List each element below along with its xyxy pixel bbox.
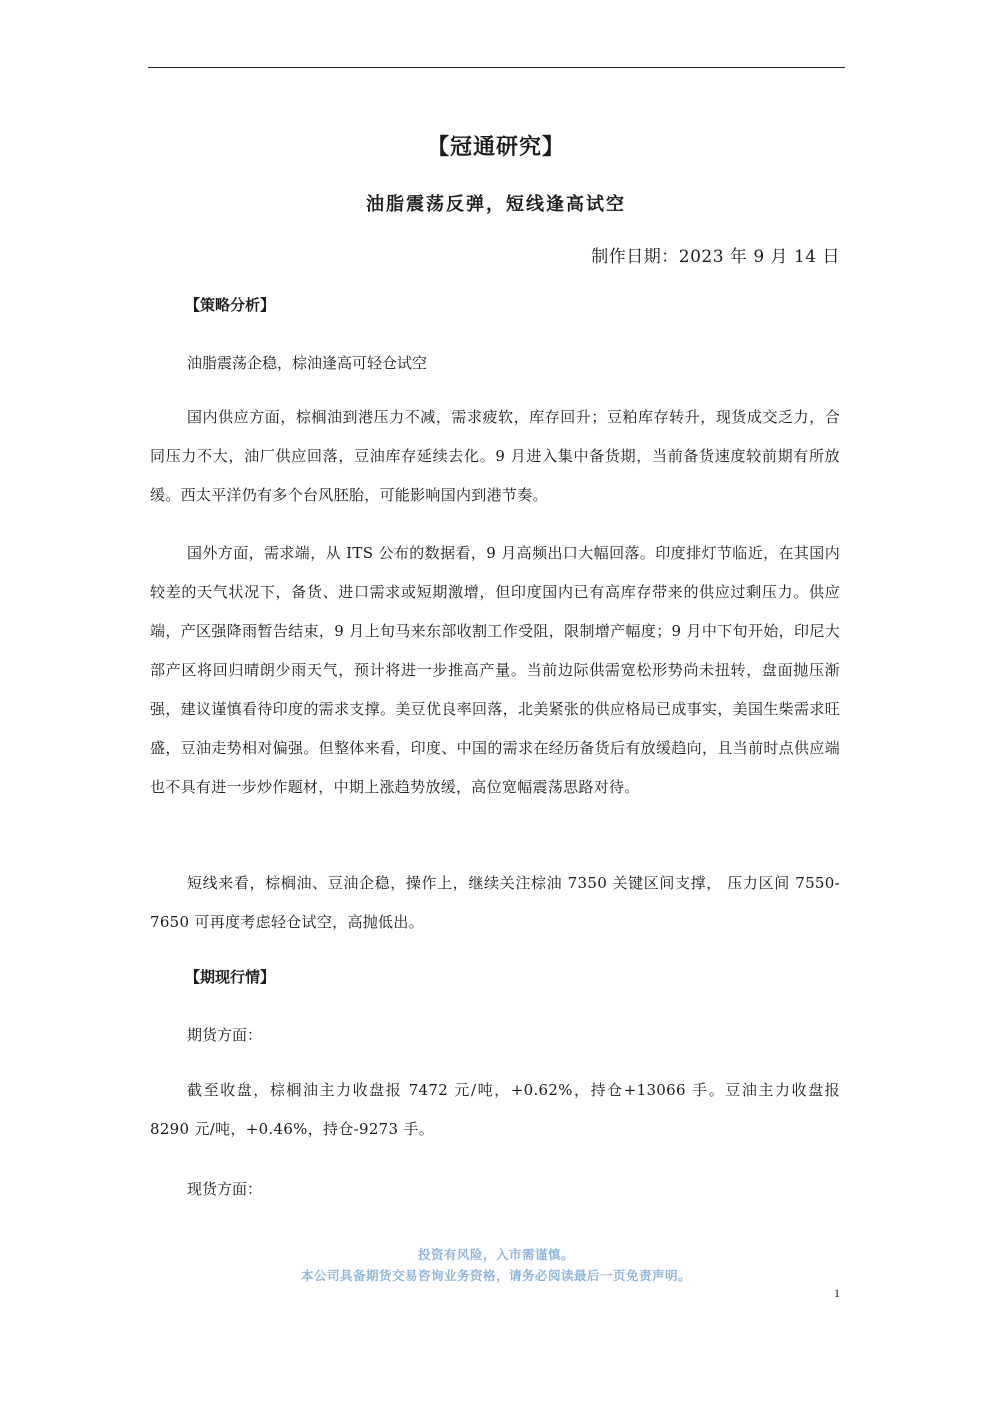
brand-title: 【冠通研究】 (426, 134, 565, 160)
publish-date: 制作日期：2023 年 9 月 14 日 (591, 247, 840, 267)
strategy-paragraph-domestic: 国内供应方面，棕榈油到港压力不减，需求疲软，库存回升；豆粕库存转升，现货成交乏力，合同压力不大，油厂供应回落，豆油库存延续去化。9 月进入集中备货期，当前备货速度较前期有所放缓。西太平洋仍有多个台风胚胎，可能影响国内到港节奏。 (150, 408, 840, 504)
strategy-summary: 油脂震荡企稳，棕油逢高可轻仓试空 (187, 354, 428, 372)
strategy-paragraph-overseas: 国外方面，需求端，从 ITS 公布的数据看，9 月高频出口大幅回落。印度排灯节临近，在其国内较差的天气状况下，备货、进口需求或短期激增，但印度国内已有高库存带来的供应过剩压力。供应端，产区强降雨暂告结束，9 月上旬马来东部收割工作受阻，限制增产幅度；9 月中下旬开始，印尼大部产区将回归晴朗少雨天气，预计将进一步推高产量。当前边际供需宽松形势尚未扭转，盘面抛压渐强，建议谨慎看待印度的需求支撑。美豆优良率回落，北美紧张的供应格局已成事实，美国生柴需求旺盛，豆油走势相对偏强。但整体来看，印度、中国的需求在经历备货后有放缓趋向，且当前时点供应端也不具有进一步炒作题材，中期上涨趋势放缓，高位宽幅震荡思路对待。 (150, 544, 840, 796)
futures-paragraph: 截至收盘，棕榈油主力收盘报 7472 元/吨，+0.62%，持仓+13066 手。豆油主力收盘报 8290 元/吨，+0.46%，持仓-9273 手。 (150, 1081, 840, 1138)
market-heading: 【期现行情】 (185, 968, 276, 986)
futures-label: 期货方面： (187, 1026, 263, 1044)
strategy-heading: 【策略分析】 (185, 296, 276, 314)
disclaimer-notice: 本公司具备期货交易咨询业务资格，请务必阅读最后一页免责声明。 (300, 1268, 691, 1283)
strategy-paragraph-short-term: 短线来看，棕榈油、豆油企稳，操作上，继续关注棕油 7350 关键区间支撑， 压力区间 7550-7650 可再度考虑轻仓试空，高抛低出。 (150, 874, 840, 931)
page-number: 1 (834, 1286, 840, 1300)
article-title: 油脂震荡反弹，短线逢高试空 (366, 194, 626, 215)
spot-label: 现货方面： (187, 1180, 263, 1198)
header-rule (148, 67, 845, 68)
risk-notice: 投资有风险，入市需谨慎。 (417, 1247, 574, 1262)
